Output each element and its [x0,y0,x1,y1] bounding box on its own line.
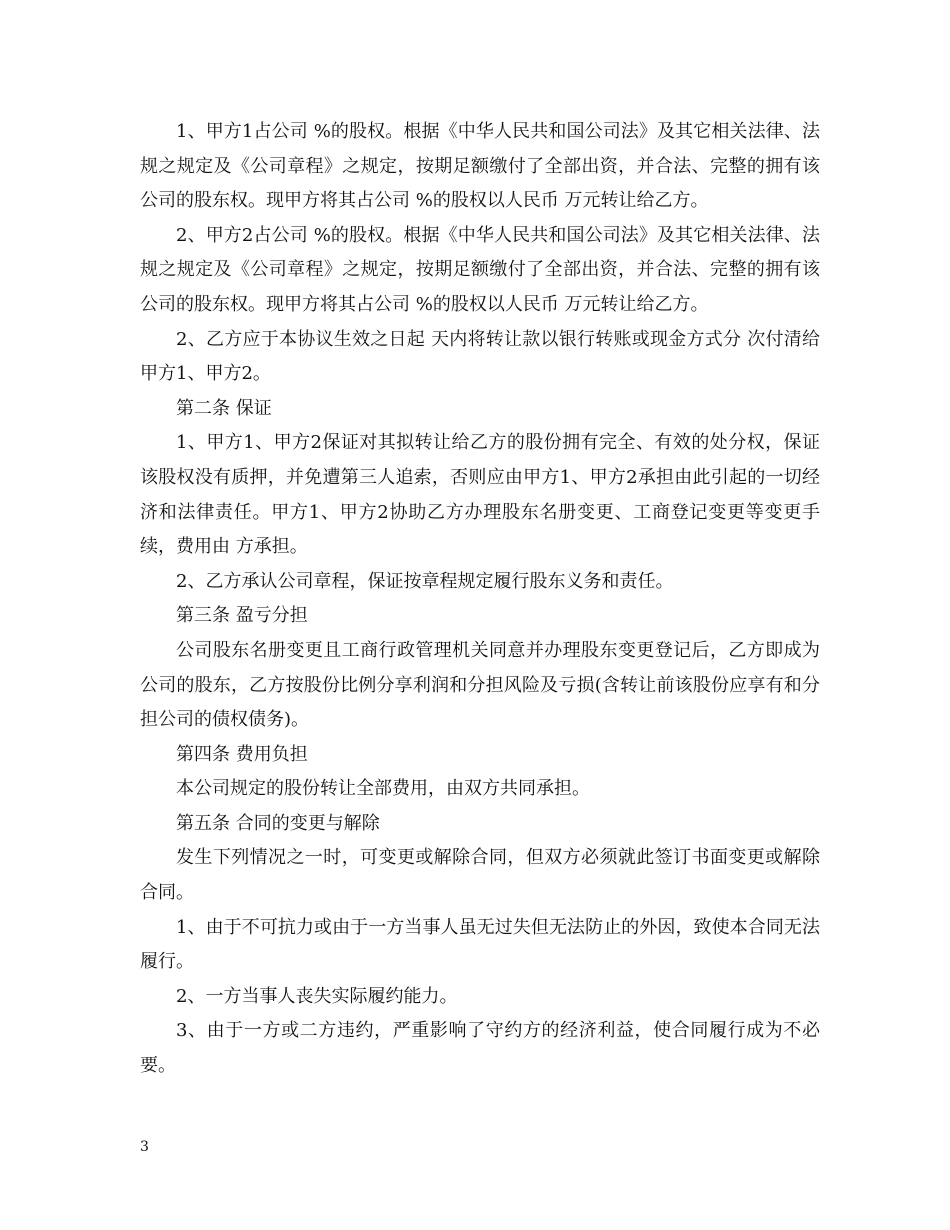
paragraph-guarantee-2: 2、乙方承认公司章程，保证按章程规定履行股东义务和责任。 [176,570,674,592]
paragraph-payment-terms: 2、乙方应于本协议生效之日起 天内将转让款以银行转账或现金方式分 次付清给甲方1、甲方2。 [140,328,820,385]
paragraph-condition-2: 2、一方当事人丧失实际履约能力。 [176,985,458,1007]
heading-article-5: 第五条 合同的变更与解除 [176,812,380,834]
heading-article-3: 第三条 盈亏分担 [176,605,308,627]
paragraph-transfer-party-a1: 1、甲方1占公司 %的股权。根据《中华人民共和国公司法》及其它相关法律、法规之规定及《公司章程》之规定，按期足额缴付了全部出资，并合法、完整的拥有该公司的股东权。现甲方将其占公司 %的股权以人民币 万元转让给乙方。 [140,121,820,212]
heading-article-4: 第四条 费用负担 [176,743,308,765]
heading-article-2: 第二条 保证 [176,397,272,419]
paragraph-profit-loss: 公司股东名册变更且工商行政管理机关同意并办理股东变更登记后，乙方即成为公司的股东，乙方按股份比例分享利润和分担风险及亏损(含转让前该股份应享有和分担公司的债权债务)。 [140,639,820,731]
paragraph-guarantee-1: 1、甲方1、甲方2保证对其拟转让给乙方的股份拥有完全、有效的处分权，保证该股权没有质押，并免遭第三人追索，否则应由甲方1、甲方2承担由此引起的一切经济和法律责任。甲方1、甲方2协助乙方办理股东名册变更、工商登记变更等变更手续，费用由 方承担。 [140,432,820,558]
paragraph-expenses: 本公司规定的股份转让全部费用，由双方共同承担。 [176,778,590,800]
paragraph-condition-3: 3、由于一方或二方违约，严重影响了守约方的经济利益，使合同履行成为不必要。 [140,1020,820,1077]
paragraph-transfer-party-a2: 2、甲方2占公司 %的股权。根据《中华人民共和国公司法》及其它相关法律、法规之规定及《公司章程》之规定，按期足额缴付了全部出资，并合法、完整的拥有该公司的股东权。现甲方将其占公司 %的股权以人民币 万元转让给乙方。 [140,224,820,315]
paragraph-change-termination: 发生下列情况之一时，可变更或解除合同，但双方必须就此签订书面变更或解除合同。 [140,847,820,904]
document-body [140,115,820,1084]
page-number: 3 [140,1139,149,1155]
paragraph-condition-1: 1、由于不可抗力或由于一方当事人虽无过失但无法防止的外因，致使本合同无法履行。 [140,916,820,973]
